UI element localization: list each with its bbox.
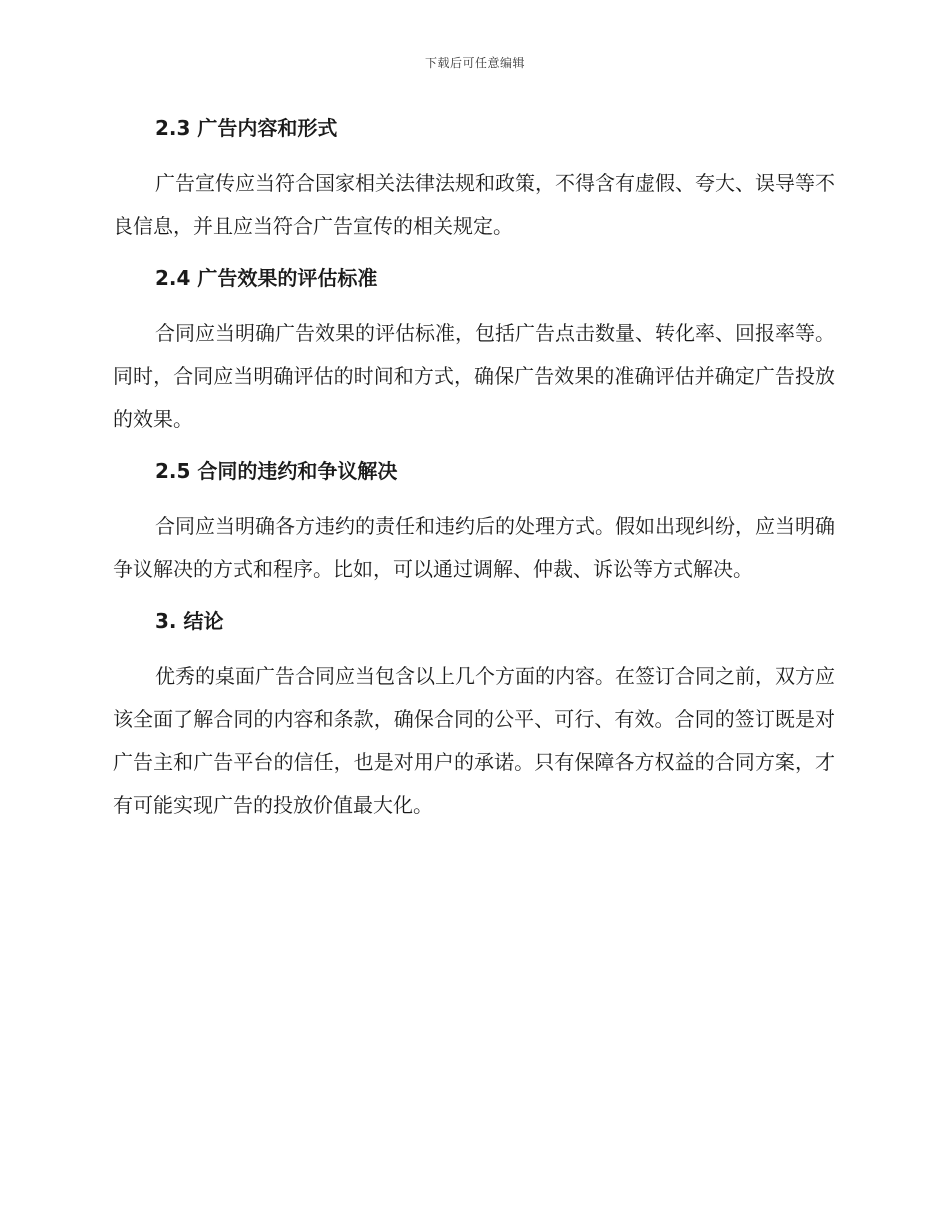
page-header: 下载后可任意编辑 <box>424 56 525 70</box>
section-heading: 2.3 广告内容和形式 <box>155 116 338 140</box>
section-2-3 <box>113 108 835 248</box>
section-heading: 2.5 合同的违约和争议解决 <box>155 459 398 483</box>
section-heading: 2.4 广告效果的评估标准 <box>155 266 378 290</box>
section-2-5 <box>113 451 835 591</box>
section-2-4 <box>113 258 835 441</box>
section-paragraph: 优秀的桌面广告合同应当包含以上几个方面的内容。在签订合同之前，双方应该全面了解合同的内容和条款，确保合同的公平、可行、有效。合同的签订既是对广告主和广告平台的信任，也是对用户的承诺。只有保障各方权益的合同方案，才有可能实现广告的投放价值最大化。 <box>113 664 835 817</box>
section-paragraph: 合同应当明确广告效果的评估标准，包括广告点击数量、转化率、回报率等。同时，合同应当明确评估的时间和方式，确保广告效果的准确评估并确定广告投放的效果。 <box>113 321 835 431</box>
document-body <box>113 108 835 837</box>
section-paragraph: 广告宣传应当符合国家相关法律法规和政策，不得含有虚假、夸大、误导等不良信息，并且应当符合广告宣传的相关规定。 <box>113 171 835 238</box>
section-3-conclusion <box>113 601 835 827</box>
section-heading: 3. 结论 <box>155 609 224 633</box>
section-paragraph: 合同应当明确各方违约的责任和违约后的处理方式。假如出现纠纷，应当明确争议解决的方式和程序。比如，可以通过调解、仲裁、诉讼等方式解决。 <box>113 514 835 581</box>
